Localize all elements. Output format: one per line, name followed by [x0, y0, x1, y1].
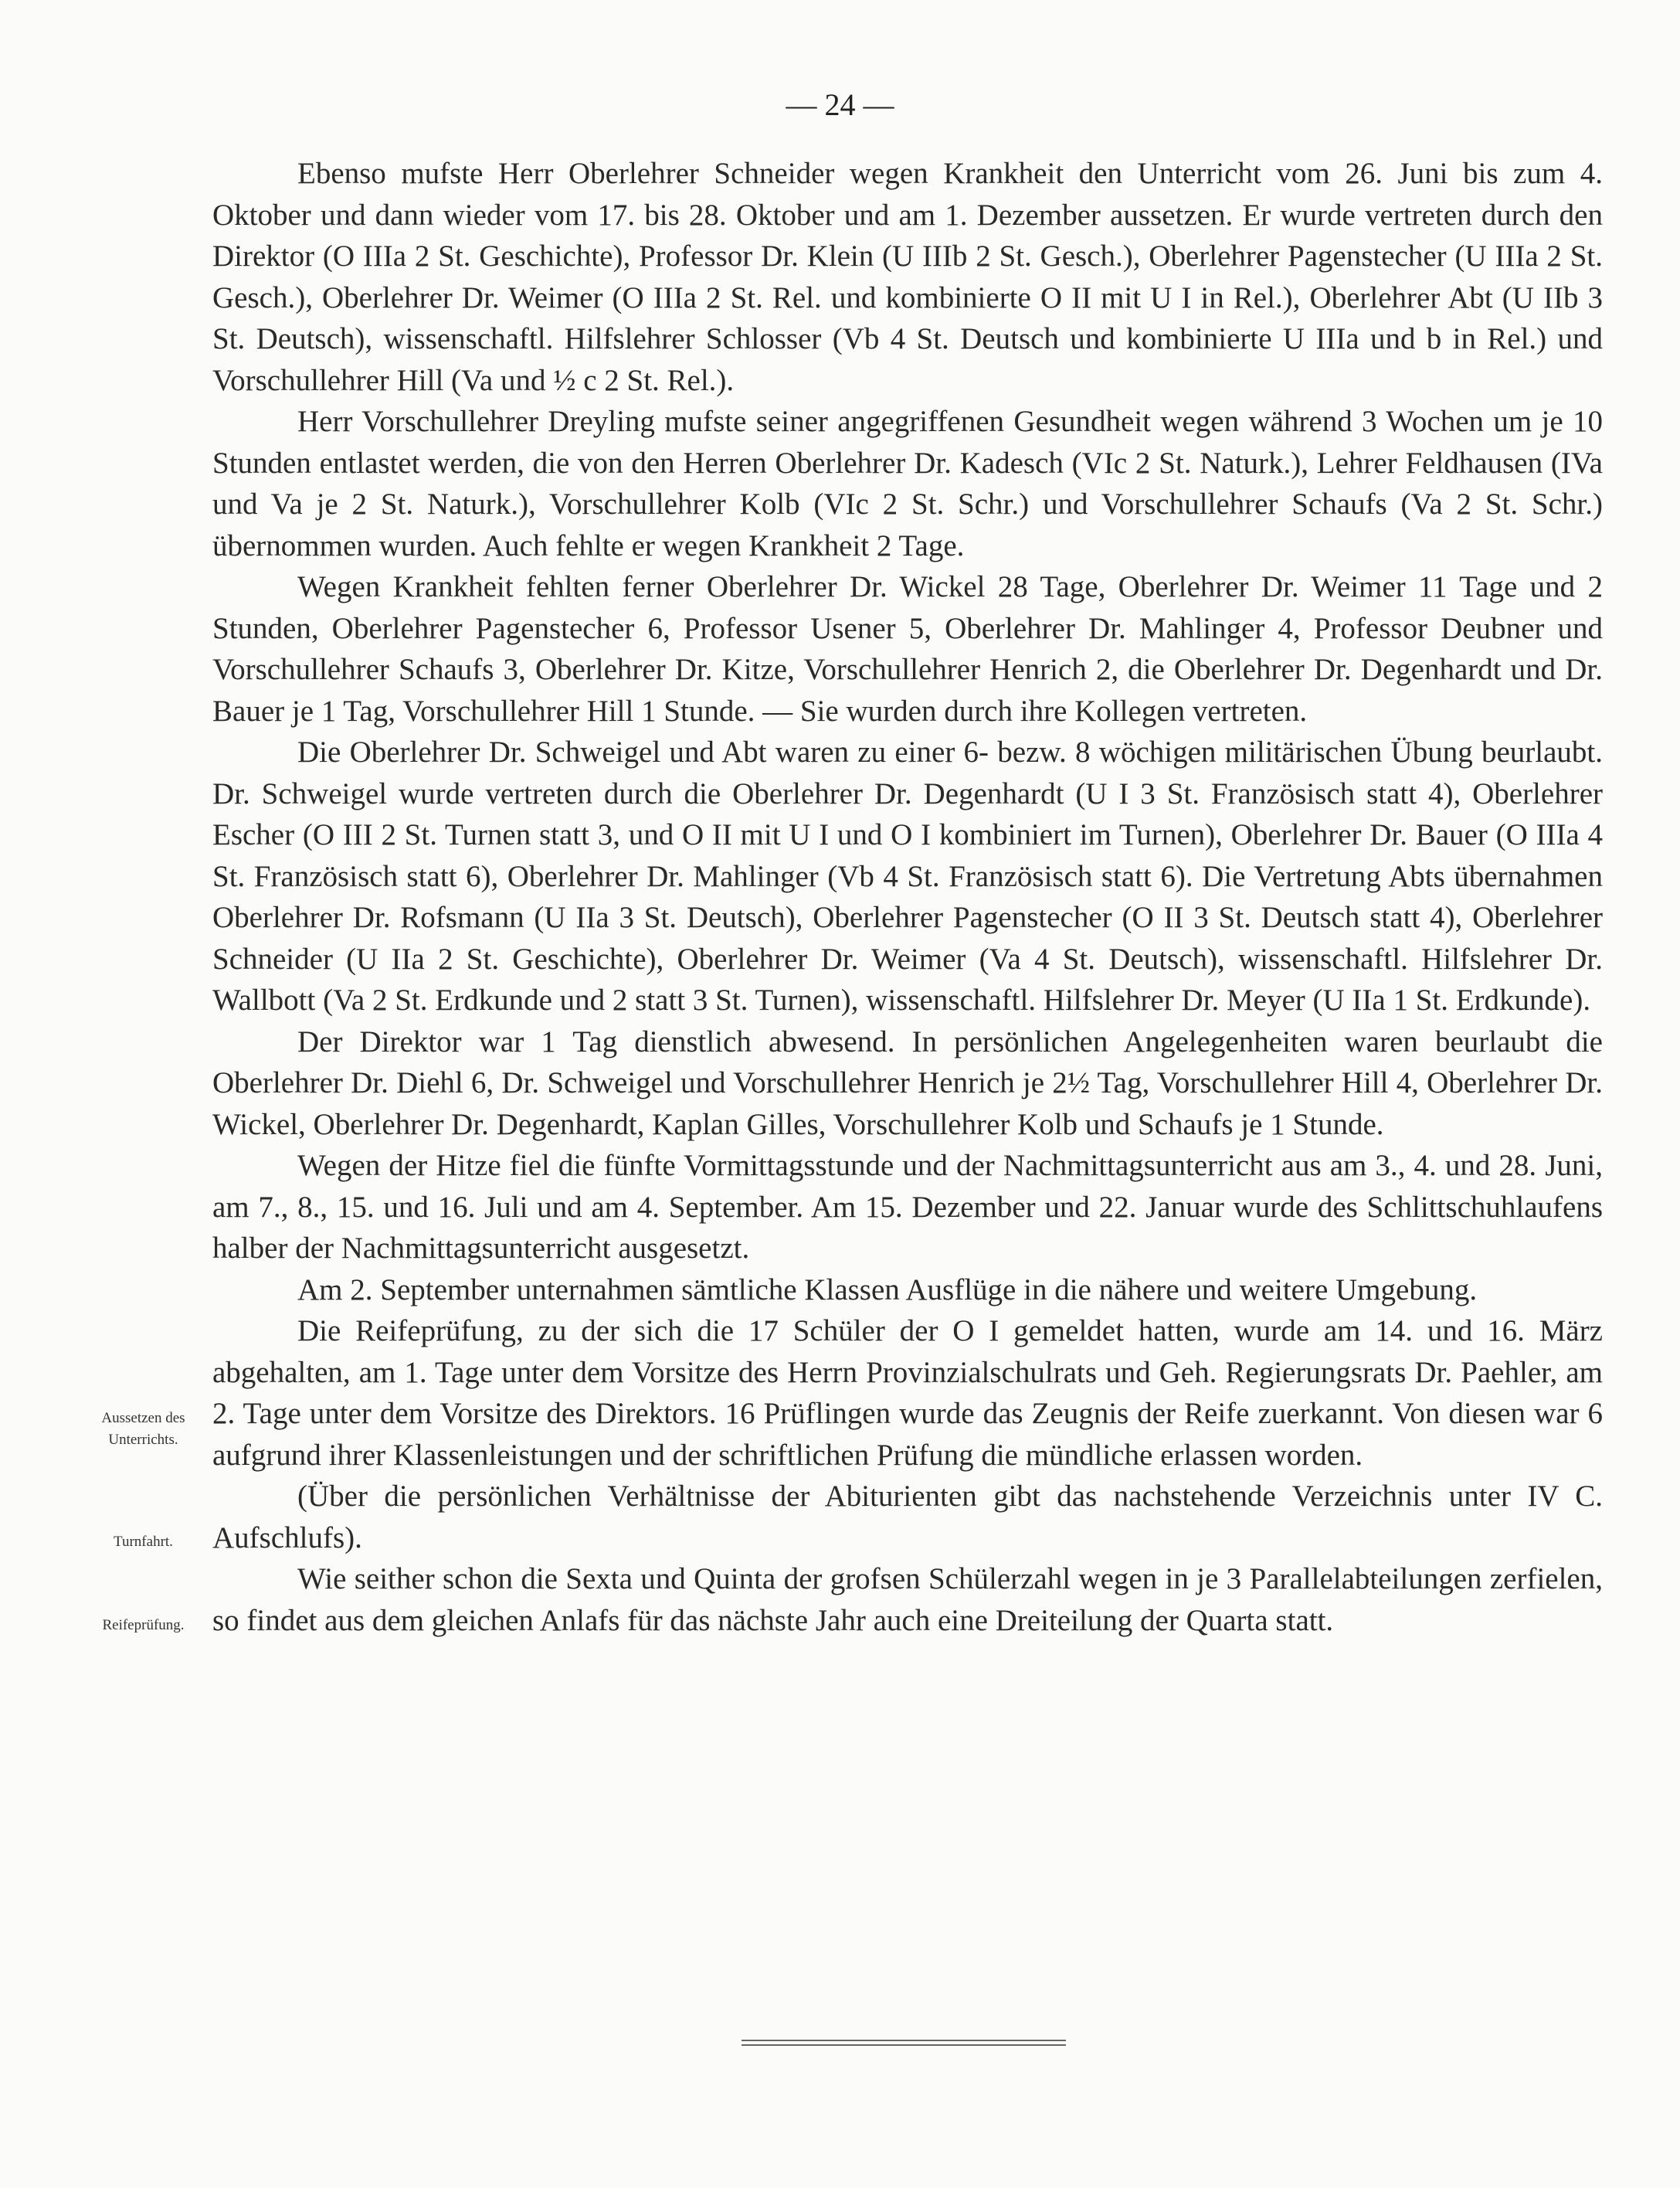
paragraph-dreyling-relief: Herr Vorschullehrer Dreyling mufste seiner angegriffenen Gesundheit wegen während 3 Wochen um je 10 Stunden entlastet werden, die von den Herren Oberlehrer Dr. Kadesch (VIc 2 St. Naturk.), Lehrer Feldhausen (IVa und Va je 2 St. Naturk.), Vorschullehrer Kolb (VIc 2 St. Schr.) und Vorschullehrer Schaufs (Va 2 St. Schr.) übernommen wurden. Auch fehlte er wegen Krankheit 2 Tage. — [212, 405, 1603, 562]
paragraph-schneider-absence: Ebenso mufste Herr Oberlehrer Schneider wegen Krankheit den Unterricht vom 26. Juni bis zum 4. Oktober und dann wieder vom 17. bis 28. Oktober und am 1. Dezember aussetzen. Er wurde vertreten durch den Direktor (O IIIa 2 St. Geschichte), Professor Dr. Klein (U IIIb 2 St. Gesch.), Oberlehrer Pagenstecher (U IIIa 2 St. Gesch.), Oberlehrer Dr. Weimer (O IIIa 2 St. Rel. und kombinierte O II mit U I in Rel.), Oberlehrer Abt (U IIb 3 St. Deutsch), wissenschaftl. Hilfslehrer Schlosser (Vb 4 St. Deutsch und kombinierte U IIIa und b in Rel.) und Vorschullehrer Hill (Va und ½ c 2 St. Rel.). — [212, 157, 1603, 397]
paragraph-illness-absences: Wegen Krankheit fehlten ferner Oberlehrer Dr. Wickel 28 Tage, Oberlehrer Dr. Weimer 11 Tage und 2 Stunden, Oberlehrer Pagenstecher 6, Professor Usener 5, Oberlehrer Dr. Mahlinger 4, Professor Deubner und Vorschullehrer Schaufs 3, Oberlehrer Dr. Kitze, Vorschullehrer Henrich 2, die Oberlehrer Dr. Degenhardt und Dr. Bauer je 1 Tag, Vorschullehrer Hill 1 Stunde. — Sie wurden durch ihre Kollegen vertreten. — [212, 570, 1603, 728]
body-text — [212, 153, 1603, 1641]
paragraph-heat-cancellation: Wegen der Hitze fiel die fünfte Vormittagsstunde und der Nachmittagsunterricht aus am 3., 4. und 28. Juni, am 7., 8., 15. und 16. Juli und am 4. September. Am 15. Dezember und 22. Januar wurde des Schlittschuhlaufens halber der Nachmittagsunterricht ausgesetzt. — [212, 1149, 1603, 1265]
paragraph-excursion: Am 2. September unternahmen sämtliche Klassen Ausflüge in die nähere und weitere Umgebung. — [297, 1272, 1478, 1306]
margin-note-reifepruefung: Reifeprüfung. — [102, 1617, 185, 1633]
closing-rule-second — [742, 2044, 1066, 2046]
paragraph-class-division: Wie seither schon die Sexta und Quinta der grofsen Schülerzahl wegen in je 3 Parallelabteilungen zerfielen, so findet aus dem gleichen Anlafs für das nächste Jahr auch eine Dreiteilung der Quarta statt. — [212, 1562, 1603, 1637]
margin-note-aussetzen: Aussetzen des Unterrichts. — [101, 1410, 185, 1448]
paragraph-military-exercise: Die Oberlehrer Dr. Schweigel und Abt waren zu einer 6- bezw. 8 wöchigen militärischen Übung beurlaubt. Dr. Schweigel wurde vertreten durch die Oberlehrer Dr. Degenhardt (U I 3 St. Französisch statt 4), Oberlehrer Escher (O III 2 St. Turnen statt 3, und O II mit U I und O I kombiniert im Turnen), Oberlehrer Dr. Bauer (O IIIa 4 St. Französisch statt 6), Oberlehrer Dr. Mahlinger (Vb 4 St. Französisch statt 6). Die Vertretung Abts übernahmen Oberlehrer Dr. Rofsmann (U IIa 3 St. Deutsch), Oberlehrer Pagenstecher (O II 3 St. Deutsch statt 4), Oberlehrer Schneider (U IIa 2 St. Geschichte), Oberlehrer Dr. Weimer (Va 4 St. Deutsch), wissenschaftl. Hilfslehrer Dr. Wallbott (Va 2 St. Erdkunde und 2 statt 3 St. Turnen), wissenschaftl. Hilfslehrer Dr. Meyer (U IIa 1 St. Erdkunde). — [212, 736, 1603, 1017]
page-number: — 24 — — [786, 87, 894, 122]
margin-note-turnfahrt: Turnfahrt. — [114, 1534, 173, 1550]
paragraph-graduates-note: (Über die persönlichen Verhältnisse der Abiturienten gibt das nachstehende Verzeichnis unter IV C. Aufschlufs). — [212, 1480, 1603, 1554]
closing-rule — [742, 2040, 1066, 2041]
paragraph-personal-leave: Der Direktor war 1 Tag dienstlich abwesend. In persönlichen Angelegenheiten waren beurlaubt die Oberlehrer Dr. Diehl 6, Dr. Schweigel und Vorschullehrer Henrich je 2½ Tag, Vorschullehrer Hill 4, Oberlehrer Dr. Wickel, Oberlehrer Dr. Degenhardt, Kaplan Gilles, Vorschullehrer Kolb und Schaufs je 1 Stunde. — [212, 1024, 1603, 1141]
paragraph-final-exam: Die Reifeprüfung, zu der sich die 17 Schüler der O I gemeldet hatten, wurde am 14. und 16. März abgehalten, am 1. Tage unter dem Vorsitze des Herrn Provinzialschulrats und Geh. Regierungsrats Dr. Paehler, am 2. Tage unter dem Vorsitze des Direktors. 16 Prüflingen wurde das Zeugnis der Reife zuerkannt. Von diesen war 6 aufgrund ihrer Klassenleistungen und der schriftlichen Prüfung die mündliche erlassen worden. — [212, 1314, 1603, 1472]
